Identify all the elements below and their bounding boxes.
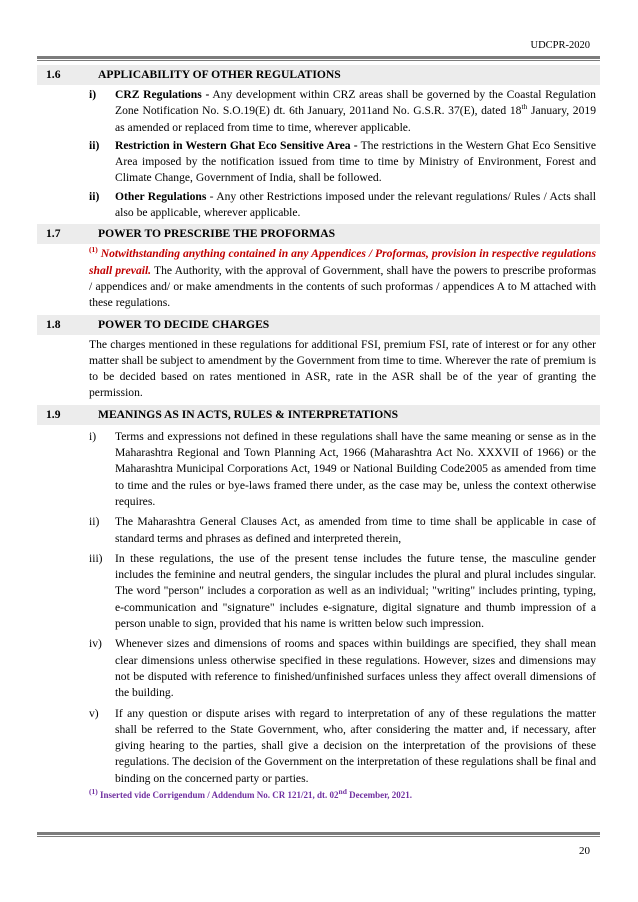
list-item: i) Terms and expressions not defined in these regulations shall have the same meaning or sense as in the Maharashtra Regional and Town Planning Act, 1966 (Maharashtra Act No. XXXVII of 1966) or the Maharashtra Municipal Corporations Act, 1949 or National Building Code2005 as amended from time to time and the rules or bye-laws framed there under, as the case may be, unless the context otherwise requires. (89, 429, 596, 508)
list-item: ii) Restriction in Western Ghat Eco Sensitive Area - The restrictions in the Western Ghat Eco Sensitive Area imposed by the notification issued from time to time by Ministry of Environment, Forest and Climate Change, Government of India, shall be followed. (89, 138, 596, 185)
section-title: POWER TO PRESCRIBE THE PROFORMAS (98, 227, 336, 241)
section-heading-1-6 (37, 65, 600, 85)
list-item: iii) In these regulations, the use of the present tense includes the future tense, the masculine gender includes the feminine and neutral genders, the singular includes the plural and plural includes singular. The word "person" includes a corporation as well as an individual; "writing" includes printing, typing, e-communication and "signature" includes e-signature, digital signature and thumb impression of a person unable to sign, provided that his name is written below such impression. (89, 551, 596, 631)
header-rule (37, 56, 600, 59)
section-title: APPLICABILITY OF OTHER REGULATIONS (98, 68, 341, 81)
document-header-code: UDCPR-2020 (530, 40, 590, 51)
list-item: ii) The Maharashtra General Clauses Act, as amended from time to time shall be applicable in case of standard terms and phrases as defined and interpreted therein, (89, 515, 596, 545)
footnote-marker: (1) (89, 245, 98, 255)
section-number: 1.6 (46, 68, 61, 81)
section-1-6-list (89, 87, 600, 221)
section-1-8-paragraph: The charges mentioned in these regulations for additional FSI, premium FSI, rate of interest or for any other matter shall be subject to amendment by the Government from time to time. Wherever the rate of premium is to be decided based on rates mentioned in ASR, rate in the ASR shall be of the year of granting the permission. (89, 337, 596, 400)
list-item: i) CRZ Regulations - Any development within CRZ areas shall be governed by the Coastal Regulation Zone Notification No. S.O.19(E) dt. 6th January, 2011and No. G.S.R. 37(E), dated 18th January, 2019 as amended or replaced from time to time, wherever applicable. (89, 88, 596, 134)
list-item: ii) Other Regulations - Any other Restrictions imposed under the relevant regulations/ Rules / Acts shall also be applicable, wherever applicable. (89, 189, 596, 220)
amendment-text: Notwithstanding anything contained in any Appendices / Proformas, provision in respective regulations shall prevail. (89, 247, 597, 277)
section-heading-1-7 (37, 224, 600, 244)
page-number: 20 (579, 845, 590, 857)
header-rule-thin (37, 60, 600, 61)
section-title: MEANINGS AS IN ACTS, RULES & INTERPRETATIONS (98, 407, 399, 421)
section-number: 1.7 (46, 227, 61, 241)
footer-rule-thin (37, 836, 600, 837)
page-content (37, 62, 600, 791)
footnote: $^{(1)}$ Inserted vide Corrigendum / Addendum No. CR 121/21, dt. 02nd December, 2021. (89, 787, 413, 800)
list-item: iv) Whenever sizes and dimensions of rooms and spaces within buildings are specified, they shall mean clear dimensions unless otherwise specified in these regulations. However, sizes and dimensions may not be disputed with reference to finished/unfinished surfaces unless they affect overall dimensions of the building. (89, 637, 596, 700)
section-1-7-paragraph: $^{(1)}$ Notwithstanding anything contained in any Appendices / Proformas, provision in respective regulations shall prevail. The Authority, with the approval of Government, shall have the powers to prescribe proformas / appendices and/ or make amendments in the contents of such proformas / appendices A to M attached with these regulations. (89, 245, 597, 310)
footer-rule (37, 832, 600, 835)
section-number: 1.9 (46, 407, 61, 421)
section-heading-1-8 (37, 315, 600, 335)
section-heading-1-9 (37, 405, 600, 425)
list-item: v) If any question or dispute arises with regard to interpretation of any of these regulations the matter shall be referred to the State Government, who, after considering the matter and, if necessary, after giving hearing to the parties, shall give a decision on the interpretation of the provisions of these regulations. The decision of the Government on the interpretation of these regulations shall be final and binding on the concerned party or parties. (89, 706, 596, 785)
section-number: 1.8 (46, 317, 61, 331)
section-title: POWER TO DECIDE CHARGES (98, 317, 270, 331)
footnote-marker: (1) (89, 787, 98, 796)
section-1-9-list (89, 429, 600, 787)
